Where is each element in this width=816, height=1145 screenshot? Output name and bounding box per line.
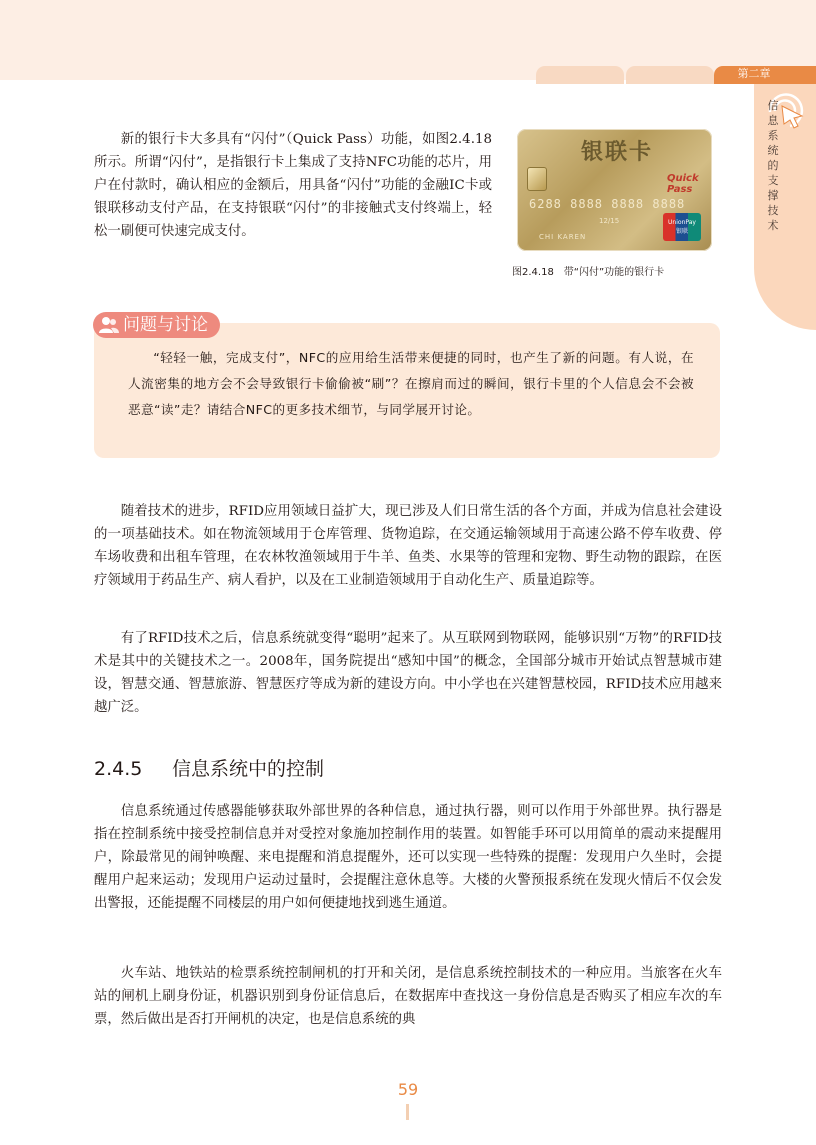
figure-caption: 图2.4.18 带“闪付”功能的银行卡 [512,267,665,278]
side-chapter-title: 信息系统的支撑技术 [767,99,779,232]
body-paragraph: 有了RFID技术之后，信息系统就变得“聪明”起来了。从互联网到物联网，能够识别“万物”的RFID技术是其中的关键技术之一。2008年，国务院提出“感知中国”的概念，全国部分城市开始试点智慧城市建设，智慧交通、智慧旅游、智慧医疗等成为新的建设方向。中小学也在兴建智慧校园，RFID技术应用越来越广泛。 [94,631,722,715]
card-holder: CHI KAREN [539,233,587,241]
logo-text-bottom: 银联 [675,228,688,235]
section-number: 2.4.5 [94,758,143,780]
card-title: 银联卡 [581,140,654,165]
chapter-tab: 第二章 [737,67,771,80]
people-icon [98,316,120,334]
card-expiry: 12/15 [599,217,620,225]
body-paragraph: 信息系统通过传感器能够获取外部世界的各种信息，通过执行器，则可以作用于外部世界。执行器是指在控制系统中接受控制信息并对受控对象施加控制作用的装置。如智能手环可以用简单的震动来提醒用户，除最常见的闹钟唤醒、来电提醒和消息提醒外，还可以实现一些特殊的提醒：发现用户久坐时，会提醒用户起来运动；发现用户运动过量时，会提醒注意休息等。大楼的火警预报系统在发现火情后不仅会发出警报，还能提醒不同楼层的用户如何便捷地找到逃生通道。 [94,804,722,911]
intro-paragraph: 新的银行卡大多具有“闪付”（Quick Pass）功能，如图2.4.18所示。所谓“闪付”，是指银行卡上集成了支持NFC功能的芯片，用户在付款时，确认相应的金额后，用具备“闪付”功能的金融IC卡或银联移动支付产品，在支持银联“闪付”的非接触式支付终端上，轻松一刷便可快速完成支付。 [94,132,492,239]
header-tab-decoration [626,66,714,84]
card-number: 6288 8888 8888 8888 [529,197,686,211]
body-paragraph: 随着技术的进步，RFID应用领域日益扩大，现已涉及人们日常生活的各个方面，并成为信息社会建设的一项基础技术。如在物流领域用于仓库管理、货物追踪，在交通运输领域用于高速公路不停车收费、停车场收费和出租车管理，在农林牧渔领域用于牛羊、鱼类、水果等的管理和宠物、野生动物的跟踪，在医疗领域用于药品生产、病人看护，以及在工业制造领域用于自动化生产、质量追踪等。 [94,504,722,588]
chip-icon [527,167,547,191]
section-title: 信息系统中的控制 [172,758,325,780]
body-paragraph: 火车站、地铁站的检票系统控制闸机的打开和关闭，是信息系统控制技术的一种应用。当旅客在火车站的闸机上刷身份证，机器识别到身份证信息后，在数据库中查找这一身份信息是否购买了相应车次的车票，然后做出是否打开闸机的决定，也是信息系统的典 [94,966,722,1027]
discussion-label: 问题与讨论 [93,312,220,338]
bank-card-image [517,129,712,251]
page-number: 59 [397,1080,419,1099]
card-quickpass-mark: Quick Pass [667,173,699,195]
header-tab-decoration [536,66,624,84]
page-number-rule [406,1104,409,1120]
logo-text-top: UnionPay [668,219,696,226]
unionpay-logo-icon [663,213,701,241]
discussion-text: “轻轻一触，完成支付”，NFC的应用给生活带来便捷的同时，也产生了新的问题。有人说，在人流密集的地方会不会导致银行卡偷偷被“刷”？在擦肩而过的瞬间，银行卡里的个人信息会不会被恶意“读”走？请结合NFC的更多技术细节，与同学展开讨论。 [128,350,694,417]
section-heading [94,754,324,781]
